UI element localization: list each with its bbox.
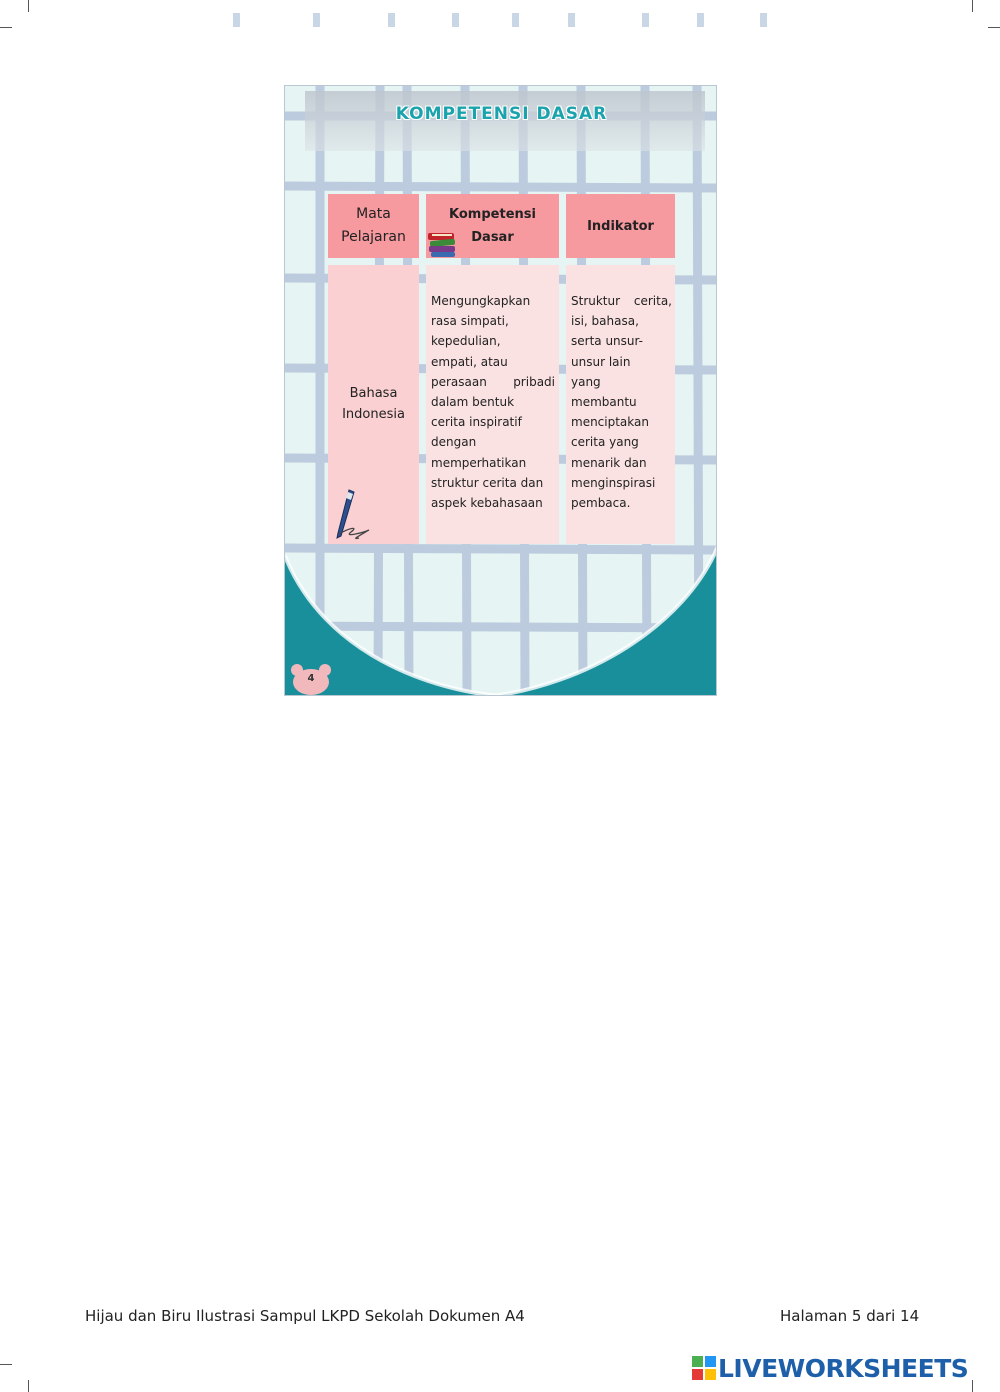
- kd-line: dengan: [431, 435, 477, 450]
- kd-line: struktur cerita dan: [431, 475, 544, 490]
- decorative-dash: [388, 13, 395, 27]
- books-icon: [426, 223, 458, 259]
- decorative-dash: [760, 13, 767, 27]
- footer-document-title: Hijau dan Biru Ilustrasi Sampul LKPD Sekolah Dokumen A4: [85, 1307, 525, 1325]
- kd-line: empati, atau: [431, 354, 508, 369]
- decorative-dash: [233, 13, 240, 27]
- kd-line: cerita inspiratif: [431, 415, 522, 430]
- indikator-line: menciptakan: [571, 415, 649, 430]
- cell-kompetensi-dasar: [426, 265, 559, 544]
- indikator-line: pembaca.: [571, 496, 631, 511]
- crop-mark: [972, 1380, 973, 1392]
- decorative-dash: [452, 13, 459, 27]
- worksheet-page: [284, 85, 717, 696]
- crop-mark: [28, 1380, 29, 1392]
- indikator-line: menarik dan: [571, 455, 647, 470]
- kd-word: pribadi: [513, 374, 555, 389]
- header-indikator: [566, 194, 675, 258]
- liveworksheets-logo-icon: [692, 1356, 716, 1380]
- header-mata-pelajaran: [328, 194, 419, 258]
- kd-line: [431, 372, 555, 392]
- decorative-dash: [697, 13, 704, 27]
- decorative-dash: [512, 13, 519, 27]
- indikator-line: isi, bahasa,: [571, 314, 639, 329]
- header-label: Pelajaran: [341, 229, 406, 245]
- decorative-dash: [642, 13, 649, 27]
- indikator-word: Struktur: [571, 294, 621, 308]
- kd-line: aspek kebahasaan: [431, 496, 543, 511]
- decorative-dash: [313, 13, 320, 27]
- header-label: Dasar: [471, 230, 514, 245]
- kd-line: kepedulian,: [431, 334, 501, 349]
- indikator-line: cerita yang: [571, 435, 639, 450]
- crop-mark: [972, 0, 973, 12]
- sheet-title: KOMPETENSI DASAR: [395, 104, 608, 124]
- indikator-line: menginspirasi: [571, 475, 656, 490]
- cell-text: Indonesia: [342, 406, 405, 422]
- kd-word: perasaan: [431, 374, 487, 389]
- cell-indikator: [566, 265, 675, 544]
- indikator-line: [571, 291, 672, 311]
- crop-mark: [0, 1364, 12, 1365]
- footer-page-info: Halaman 5 dari 14: [780, 1307, 920, 1325]
- decorative-dash: [568, 13, 575, 27]
- cell-text: Bahasa: [349, 386, 398, 402]
- indikator-word: cerita,: [633, 294, 672, 308]
- kd-line: Mengungkapkan: [431, 294, 531, 308]
- indikator-line: membantu: [571, 395, 637, 410]
- bottom-wave: [285, 536, 717, 696]
- header-label: Indikator: [587, 218, 654, 234]
- crop-mark: [28, 0, 29, 12]
- header-label: Kompetensi: [449, 207, 536, 222]
- kd-line: rasa simpati,: [431, 314, 509, 329]
- crop-mark: [988, 27, 1000, 28]
- kd-line: dalam bentuk: [431, 395, 515, 410]
- page-number: 4: [307, 673, 315, 684]
- kd-line: memperhatikan: [431, 455, 527, 470]
- brand-name: LIVEWORKSHEETS: [718, 1353, 969, 1383]
- header-label: Mata: [356, 206, 391, 222]
- brand-logo[interactable]: [692, 1352, 968, 1384]
- crop-mark: [0, 27, 12, 28]
- indikator-line: serta unsur-: [571, 334, 644, 349]
- indikator-line: unsur lain: [571, 354, 631, 369]
- indikator-line: yang: [571, 374, 601, 389]
